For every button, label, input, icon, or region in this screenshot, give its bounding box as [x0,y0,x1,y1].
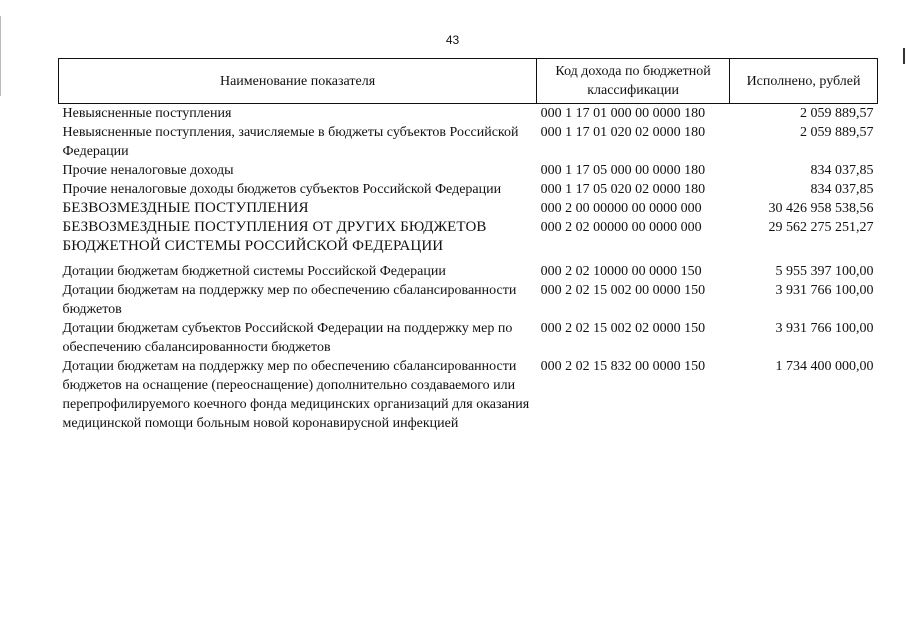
table-row [59,104,878,124]
row-code: 000 2 02 15 002 02 0000 150 [540,321,706,336]
row-amount: 834 037,85 [810,182,874,197]
row-name: БЕЗВОЗМЕЗДНЫЕ ПОСТУПЛЕНИЯ ОТ ДРУГИХ БЮДЖЕТОВ БЮДЖЕТНОЙ СИСТЕМЫ РОССИЙСКОЙ ФЕДЕРАЦИИ [62,219,487,254]
row-code: 000 2 02 15 832 00 0000 150 [540,359,706,374]
revenue-table [58,58,878,433]
row-amount: 5 955 397 100,00 [775,264,874,279]
row-amount: 30 426 958 538,56 [768,201,874,216]
table-row [59,256,878,281]
row-amount: 2 059 889,57 [800,125,874,140]
table-row [59,123,878,161]
page-number: 43 [445,33,460,47]
row-code: 000 2 02 10000 00 0000 150 [540,264,702,279]
row-code: 000 1 17 05 000 00 0000 180 [540,163,706,178]
row-name: БЕЗВОЗМЕЗДНЫЕ ПОСТУПЛЕНИЯ [62,200,309,216]
header-revenue-code: Код дохода по бюджетной классификации [537,59,730,104]
row-amount: 3 931 766 100,00 [775,283,874,298]
table-row [59,357,878,433]
row-name: Дотации бюджетам на поддержку мер по обеспечению сбалансированности бюджетов [62,283,517,317]
table-row [59,319,878,357]
row-code: 000 2 00 00000 00 0000 000 [540,201,702,216]
row-code: 000 2 02 00000 00 0000 000 [540,220,702,235]
header-indicator-name: Наименование показателя [59,59,537,104]
scan-edge-mark [0,16,1,96]
row-code: 000 1 17 05 020 02 0000 180 [540,182,706,197]
row-name: Прочие неналоговые доходы [62,163,234,178]
table-row [59,180,878,199]
row-name: Дотации бюджетам субъектов Российской Федерации на поддержку мер по обеспечению сбалансированности бюджетов [62,321,513,355]
row-name: Дотации бюджетам на поддержку мер по обеспечению сбалансированности бюджетов на оснащение (переоснащение) дополнительно создаваемого или перепрофилируемого коечного фонда медицинских организаций для оказания медицинской помощи больным новой коронавирусной инфекцией [62,359,530,431]
table-row [59,218,878,256]
row-amount: 1 734 400 000,00 [775,359,874,374]
row-amount: 834 037,85 [810,163,874,178]
row-code: 000 1 17 01 020 02 0000 180 [540,125,706,140]
row-name: Дотации бюджетам бюджетной системы Российской Федерации [62,264,446,279]
header-executed-amount: Исполнено, рублей [730,59,878,104]
row-name: Невыясненные поступления [62,106,232,121]
row-code: 000 2 02 15 002 00 0000 150 [540,283,706,298]
table-row [59,199,878,218]
table-header-row [59,59,878,104]
row-name: Прочие неналоговые доходы бюджетов субъектов Российской Федерации [62,182,502,197]
row-amount: 29 562 275 251,27 [768,220,874,235]
row-name: Невыясненные поступления, зачисляемые в бюджеты субъектов Российской Федерации [62,125,519,159]
row-amount: 2 059 889,57 [800,106,874,121]
table-row [59,161,878,180]
row-code: 000 1 17 01 000 00 0000 180 [540,106,706,121]
row-amount: 3 931 766 100,00 [775,321,874,336]
table-row [59,281,878,319]
